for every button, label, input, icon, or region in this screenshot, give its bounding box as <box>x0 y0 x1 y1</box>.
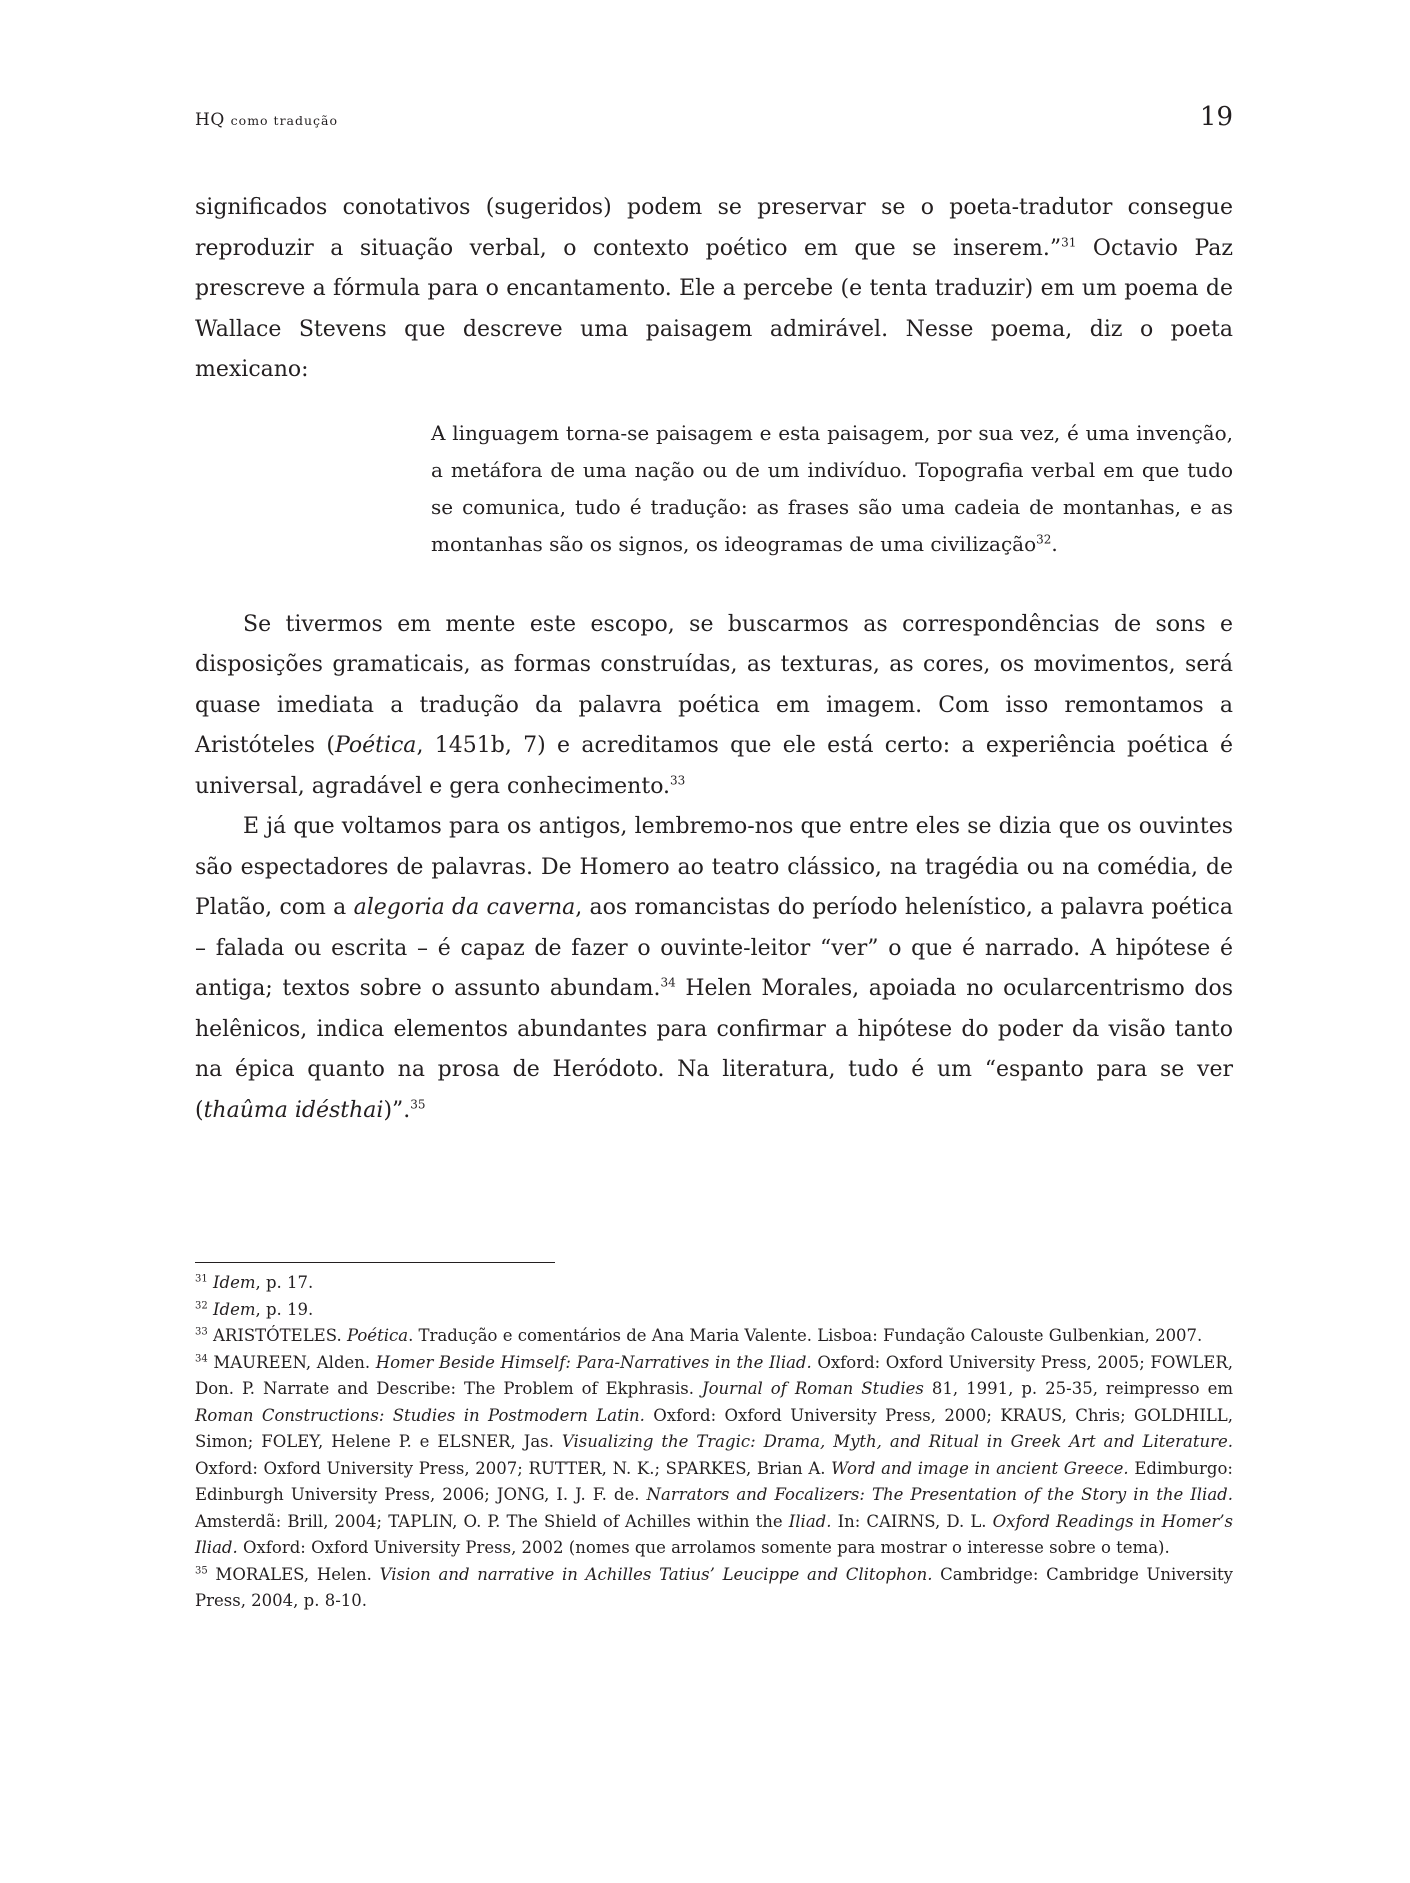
footnote-ref-35[interactable]: 35 <box>410 1097 426 1112</box>
footnote-32: $^{32}$ Idem, p. 19. <box>195 1299 314 1319</box>
paragraph-3: E já que voltamos para os antigos, lembremo-nos que entre eles se dizia que os ouvintes são espectadores de palavras. De Homero ao teatro clássico, na tragédia ou na comédia, de Platão, com a alegoria da caverna, aos romancistas do período helenístico, a palavra poética – falada ou escrita – é capaz de fazer o ouvinte-leitor “ver” o que é narrado. A hipótese é antiga; textos sobre o assunto abundam.$^{34}$ Helen Morales, apoiada no ocularcentrismo dos helênicos, indica elementos abundantes para confirmar a hipótese do poder da visão tanto na épica quanto na prosa de Heródoto. Na literatura, tudo é um “espanto para se ver (thaûma idésthai)”.$^{35}$ <box>195 814 1234 1123</box>
block-quote: A linguagem torna-se paisagem e esta paisagem, por sua vez, é uma invenção, a metáfora de uma nação ou de um indivíduo. Topografia verbal em que tudo se comunica, tudo é tradução: as frases são uma cadeia de montanhas, e as montanhas são os signos, os ideogramas de uma civilização$^{32}$. <box>431 420 1233 556</box>
footnote-divider <box>195 1262 555 1263</box>
footnote-33: $^{33}$ ARISTÓTELES. Poética. Tradução e comentários de Ana Maria Valente. Lisboa: Fundação Calouste Gulbenkian, 2007. <box>195 1326 1203 1345</box>
italic-term: Poética <box>334 733 417 758</box>
footnote-ref-31[interactable]: 31 <box>1061 235 1077 250</box>
footnote-31: $^{31}$ Idem, p. 17. <box>195 1273 314 1292</box>
footnote-35: $^{35}$ MORALES, Helen. Vision and narrative in Achilles Tatius’ Leucippe and Clitophon. Cambridge: Cambridge University Press, 2004, p. 8-10. <box>195 1564 1233 1610</box>
page-number: 19 <box>1199 102 1233 132</box>
footnote-ref-34[interactable]: 34 <box>660 975 676 990</box>
footnotes <box>195 1270 1233 1615</box>
running-title <box>195 110 338 130</box>
footnote-ref-33[interactable]: 33 <box>670 773 686 788</box>
paragraph-1: significados conotativos (sugeridos) podem se preservar se o poeta-tradutor consegue reproduzir a situação verbal, o contexto poético em que se inserem.”$^{31}$ Octavio Paz prescreve a fórmula para o encantamento. Ele a percebe (e tenta traduzir) em um poema de Wallace Stevens que descreve uma paisagem admirável. Nesse poema, diz o poeta mexicano: <box>195 195 1233 382</box>
footnote-34: $^{34}$ MAUREEN, Alden. Homer Beside Himself: Para-Narratives in the Iliad. Oxford: Oxford University Press, 2005; FOWLER, Don. P. Narrate and Describe: The Problem of Ekphrasis. Journal of Roman Studies 81, 1991, p. 25-35, reimpresso em Roman Constructions: Studies in Postmodern Latin. Oxford: Oxford University Press, 2000; KRAUS, Chris; GOLDHILL, Simon; FOLEY, Helene P. e ELSNER, Jas. Visualizing the Tragic: Drama, Myth, and Ritual in Greek Art and Literature. Oxford: Oxford University Press, 2007; RUTTER, N. K.; SPARKES, Brian A. Word and image in ancient Greece. Edimburgo: Edinburgh University Press, 2006; JONG, I. J. F. de. Narrators and Focalizers: The Presentation of the Story in the Iliad. Amsterdã: Brill, 2004; TAPLIN, O. P. The Shield of Achilles within the Iliad. In: CAIRNS, D. L. Oxford Readings in Homer’s Iliad. Oxford: Oxford University Press, 2002 (nomes que arrolamos somente para mostrar o interesse sobre o tema). <box>195 1352 1234 1557</box>
running-title-rest: como tradução <box>230 113 339 128</box>
italic-term: alegoria da caverna <box>353 895 576 920</box>
page-header <box>195 102 1233 142</box>
paragraph-2: Se tivermos em mente este escopo, se buscarmos as correspondências de sons e disposições gramaticais, as formas construídas, as texturas, as cores, os movimentos, será quase imediata a tradução da palavra poética em imagem. Com isso remontamos a Aristóteles (Poética, 1451b, 7) e acreditamos que ele está certo: a experiência poética é universal, agradável e gera conhecimento.$^{33}$ <box>195 611 1233 799</box>
running-title-hq: HQ <box>195 110 225 130</box>
italic-term: thaûma idésthai <box>203 1097 384 1123</box>
body-text <box>195 188 1233 1131</box>
footnote-ref-32[interactable]: 32 <box>1036 531 1052 546</box>
